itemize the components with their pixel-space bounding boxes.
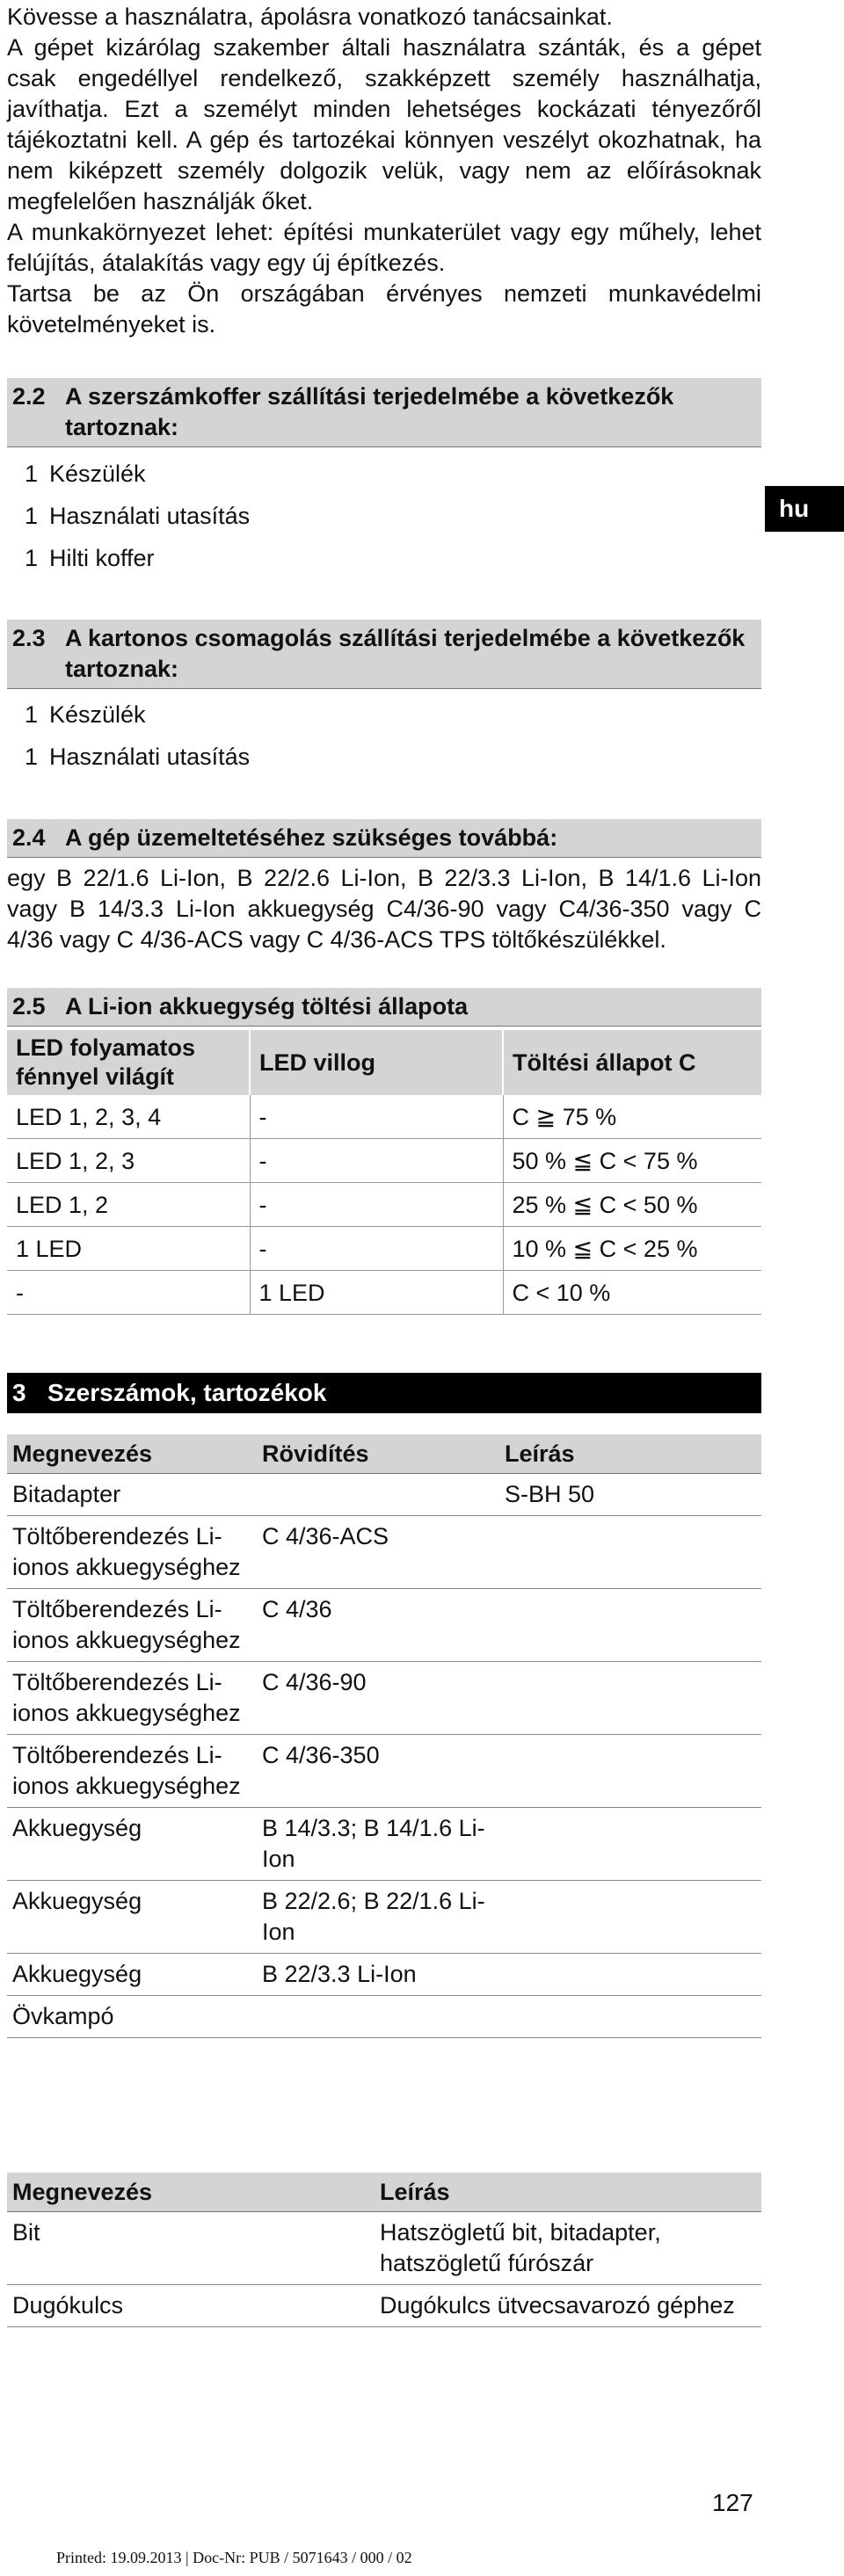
print-info: Printed: 19.09.2013 | Doc-Nr: PUB / 5071643 / 000 / 02: [56, 2549, 412, 2566]
intro-paragraph: Kövesse a használatra, ápolásra vonatkozó tanácsainkat.: [7, 4, 613, 30]
table-row: Töltőberendezés Li-ionos akkuegységhez C 4/36: [7, 1589, 761, 1662]
intro-paragraph: A munkakörnyezet lehet: építési munkaterület vagy egy műhely, lehet felújítás, átalakítás vagy egy új építkezés.: [7, 219, 761, 276]
table-row: LED 1, 2, 3 - 50 % ≦ C < 75 %: [7, 1139, 761, 1183]
section-number: 2.2: [12, 383, 46, 410]
column-header: Megnevezés: [7, 1434, 257, 1474]
intro-paragraph: A gépet kizárólag szakember általi használatra szánták, és a gépet csak engedéllyel rendelkező, szakképzett személy használhatja, javíthatja. Ezt a személyt minden lehetséges kockázati tényezőről tájékoztatni kell. A gép és tartozékai könnyen veszélyt okozhatnak, ha nem kiképzett személy dolgozik velük, vagy nem az előírásoknak megfelelően használják őket.: [7, 34, 761, 214]
section-heading-2-5: [7, 988, 761, 1027]
section-title: A Li-ion akkuegység töltési állapota: [65, 993, 469, 1020]
table-row: Akkuegység B 22/3.3 Li-Ion: [7, 1954, 761, 1996]
table-header-row: [7, 1030, 761, 1095]
column-header: Töltési állapot C: [503, 1030, 761, 1095]
column-header: LED villog: [250, 1030, 503, 1095]
section-heading-2-3: [7, 620, 761, 689]
table-row: Bitadapter S-BH 50: [7, 1474, 761, 1516]
intro-paragraph: Tartsa be az Ön országában érvényes nemzeti munkavédelmi követelményeket is.: [7, 280, 761, 337]
table-row: Töltőberendezés Li-ionos akkuegységhez C 4/36-90: [7, 1662, 761, 1735]
table-row: Övkampó: [7, 1996, 761, 2038]
led-status-table: [7, 1030, 761, 1315]
section-heading-2-2: [7, 378, 761, 447]
table-row: Dugókulcs Dugókulcs ütvecsavarozó géphez: [7, 2285, 761, 2327]
page-number: 127: [712, 2489, 753, 2516]
list-item: 1 Használati utasítás: [25, 744, 251, 770]
table-row: - 1 LED C < 10 %: [7, 1271, 761, 1315]
table-row: Akkuegység B 22/2.6; B 22/1.6 Li-Ion: [7, 1881, 761, 1954]
column-header: Leírás: [375, 2173, 761, 2212]
tools-table: [7, 2173, 761, 2327]
column-header: Megnevezés: [7, 2173, 375, 2212]
section-2-4-text: [7, 863, 761, 955]
table-row: LED 1, 2, 3, 4 - C ≧ 75 %: [7, 1095, 761, 1139]
list-item: 1 Készülék: [25, 701, 146, 728]
column-header: Rövidítés: [257, 1434, 499, 1474]
table-row: Töltőberendezés Li-ionos akkuegységhez C 4/36-ACS: [7, 1516, 761, 1589]
chapter-heading-3: [7, 1373, 761, 1413]
section-title: A szerszámkoffer szállítási terjedelmébe a következők tartoznak:: [65, 383, 674, 440]
chapter-title: Szerszámok, tartozékok: [47, 1379, 327, 1406]
accessories-table: [7, 1434, 761, 2038]
section-number: 2.3: [12, 625, 46, 651]
body-paragraph: egy B 22/1.6 Li-Ion, B 22/2.6 Li-Ion, B 22/3.3 Li-Ion, B 14/1.6 Li-Ion vagy B 14/3.3 Li-Ion akkuegység C4/36-90 vagy C4/36-350 vagy C 4/36 vagy C 4/36-ACS vagy C 4/36-ACS TPS töltőkészülékkel.: [7, 865, 761, 953]
section-title: A kartonos csomagolás szállítási terjedelmébe a következők tartoznak:: [65, 625, 746, 682]
intro-text: [7, 2, 761, 340]
table-row: Bit Hatszögletű bit, bitadapter, hatszögletű fúrószár: [7, 2212, 761, 2285]
table-header-row: [7, 2173, 761, 2212]
section-heading-2-4: [7, 819, 761, 858]
table-row: 1 LED - 10 % ≦ C < 25 %: [7, 1227, 761, 1271]
section-number: 2.5: [12, 993, 46, 1020]
list-item: 1 Használati utasítás: [25, 503, 251, 529]
column-header: LED folyamatos fénnyel világít: [7, 1030, 250, 1095]
section-title: A gép üzemeltetéséhez szükséges továbbá:: [65, 824, 558, 851]
column-header: Leírás: [499, 1434, 761, 1474]
table-row: Akkuegység B 14/3.3; B 14/1.6 Li-Ion: [7, 1808, 761, 1881]
chapter-number: 3: [12, 1379, 26, 1406]
language-tab: hu: [765, 486, 844, 532]
table-header-row: [7, 1434, 761, 1474]
table-row: LED 1, 2 - 25 % ≦ C < 50 %: [7, 1183, 761, 1227]
table-row: Töltőberendezés Li-ionos akkuegységhez C 4/36-350: [7, 1735, 761, 1808]
list-item: 1 Készülék: [25, 461, 146, 487]
list-item: 1 Hilti koffer: [25, 545, 155, 571]
section-number: 2.4: [12, 824, 46, 851]
